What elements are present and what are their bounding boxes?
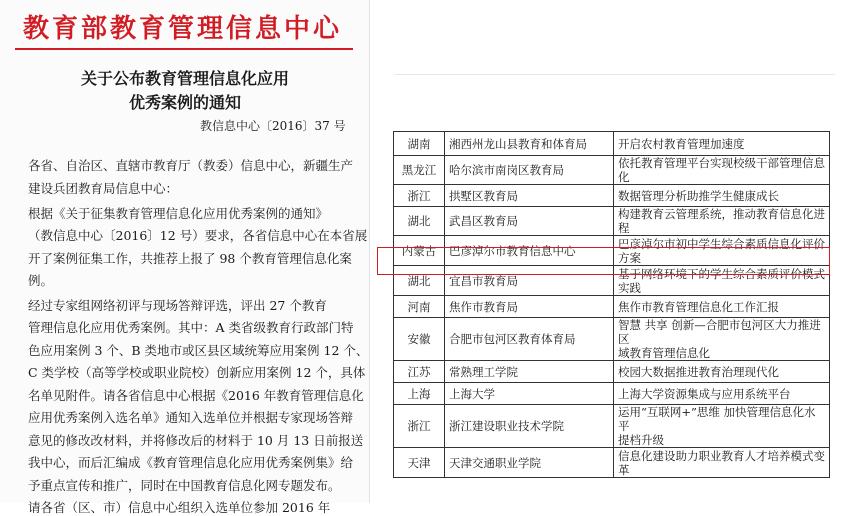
- case-title-cell: [614, 296, 830, 318]
- unit-cell: 巴彦淖尔市教育信息中心: [445, 236, 614, 266]
- case-title-cell: [614, 448, 830, 478]
- unit-cell: 浙江建设职业技术学院: [445, 405, 614, 448]
- case-title-cell: [614, 361, 830, 383]
- case-title-cell: [614, 185, 830, 207]
- body-line: 例。: [28, 273, 54, 288]
- body-line: 我中心，而后汇编成《教育管理信息化应用优秀案例集》给: [28, 455, 354, 470]
- province-cell: 河南: [394, 296, 445, 318]
- unit-cell: 哈尔滨市南岗区教育局: [445, 156, 614, 185]
- table-row: [394, 132, 830, 156]
- body-line: 经过专家组网络初评与现场答辩评选，评出 27 个教育: [28, 298, 327, 313]
- unit-cell: 武昌区教育局: [445, 207, 614, 236]
- case-title-line: 构建教育云管理系统，推动教育信息化进程: [618, 207, 825, 235]
- province-cell: 浙江: [394, 185, 445, 207]
- page-top-rule: [395, 74, 835, 75]
- case-title-line: 上海大学资源集成与应用系统平台: [618, 386, 791, 401]
- case-title-line: 巴彦淖尔市初中学生综合素质信息化评价: [618, 236, 825, 251]
- province-cell: 内蒙古: [394, 236, 445, 266]
- doc-number: 教信息中心〔2016〕37 号: [200, 119, 346, 133]
- province-cell: 天津: [394, 448, 445, 478]
- table-row: [394, 448, 830, 478]
- doc-title-line2: 优秀案例的通知: [128, 93, 241, 112]
- unit-cell: 宜昌市教育局: [445, 266, 614, 296]
- table-row: [394, 156, 830, 185]
- org-header: 教育部教育管理信息中心: [22, 14, 342, 44]
- left-document-page: [0, 0, 370, 515]
- body-line: 建设兵团教育局信息中心：: [28, 181, 179, 196]
- body-line: 意见的修改改材料，并将修改后的材料于 10 月 13 日前报送: [28, 433, 364, 448]
- province-cell: 湖南: [394, 132, 445, 156]
- case-title-cell: [614, 132, 830, 156]
- province-cell: 湖北: [394, 266, 445, 296]
- case-title-line: 提档升级: [618, 433, 664, 447]
- table-row: [394, 207, 830, 236]
- case-title-cell: [614, 318, 830, 361]
- case-title-line: 方案: [618, 250, 641, 265]
- case-title-line: 依托教育管理平台实现校级干部管理信息化: [618, 156, 825, 184]
- unit-cell: 天津交通职业学院: [445, 448, 614, 478]
- province-cell: 浙江: [394, 405, 445, 448]
- province-cell: 江苏: [394, 361, 445, 383]
- case-title-cell: [614, 405, 830, 448]
- case-title-line: 智慧 共享 创新—合肥市包河区大力推进区: [618, 318, 821, 346]
- case-title-line: 域教育管理信息化: [618, 346, 710, 360]
- body-line: 名单见附件。请各省信息中心根据《2016 年教育管理信息化: [28, 388, 364, 403]
- unit-cell: 焦作市教育局: [445, 296, 614, 318]
- table-row: [394, 296, 830, 318]
- unit-cell: 合肥市包河区教育体育局: [445, 318, 614, 361]
- table-row: [394, 361, 830, 383]
- body-line: 色应用案例 3 个、B 类地市或区县区域统筹应用案例 12 个、: [28, 343, 369, 358]
- case-title-cell: [614, 156, 830, 185]
- table-row: [394, 185, 830, 207]
- unit-cell: 拱墅区教育局: [445, 185, 614, 207]
- table-row: [394, 405, 830, 448]
- body-line: 管理信息化应用优秀案例。其中：A 类省级教育行政部门特: [28, 320, 354, 335]
- case-title-line: 信息化建设助力职业教育人才培养模式变: [618, 448, 825, 463]
- body-line: 应用优秀案例入选名单》通知入选单位并根据专家现场答辩: [28, 410, 354, 425]
- doc-title-line1: 关于公布教育管理信息化应用: [80, 69, 289, 88]
- case-title-line: 校园大数据推进教育治理现代化: [618, 364, 779, 379]
- unit-cell: 常熟理工学院: [445, 361, 614, 383]
- case-title-cell: [614, 207, 830, 236]
- body-line: C 类学校（高等学校或职业院校）创新应用案例 12 个，具体: [28, 365, 366, 380]
- header-red-rule: [15, 48, 353, 50]
- case-title-line: 焦作市教育管理信息化工作汇报: [618, 299, 779, 314]
- unit-cell: 湘西州龙山县教育和体育局: [445, 132, 614, 156]
- province-cell: 安徽: [394, 318, 445, 361]
- case-title-line: 革: [618, 462, 630, 477]
- body-line: （教信息中心〔2016〕12 号）要求，各省信息中心在本省展: [28, 228, 368, 243]
- province-cell: 上海: [394, 383, 445, 405]
- province-cell: 湖北: [394, 207, 445, 236]
- case-title-line: 数据管理分析助推学生健康成长: [618, 188, 779, 203]
- body-line: 予重点宣传和推广，同时在中国教育信息化网专题发布。: [28, 478, 341, 493]
- case-title-line: 基于网络环境下的学生综合素质评价模式: [618, 266, 825, 281]
- case-title-line: 开启农村教育管理加速度: [618, 136, 745, 151]
- case-title-line: 运用“互联网+”思维 加快管理信息化水平: [618, 405, 816, 433]
- body-line: 请各省（区、市）信息中心组织入选单位参加 2016 年: [28, 500, 331, 515]
- case-title-line: 实践: [618, 280, 641, 295]
- table-row: [394, 383, 830, 405]
- unit-cell: 上海大学: [445, 383, 614, 405]
- table-row: [394, 318, 830, 361]
- body-line: 各省、自治区、直辖市教育厅（教委）信息中心，新疆生产: [28, 158, 354, 173]
- case-table: [393, 131, 830, 478]
- province-cell: 黑龙江: [394, 156, 445, 185]
- body-line: 开了案例征集工作，共推荐上报了 98 个教育管理信息化案: [28, 251, 352, 266]
- body-line: 根据《关于征集教育管理信息化应用优秀案例的通知》: [28, 206, 329, 221]
- highlight-box: [377, 247, 830, 275]
- case-title-cell: [614, 383, 830, 405]
